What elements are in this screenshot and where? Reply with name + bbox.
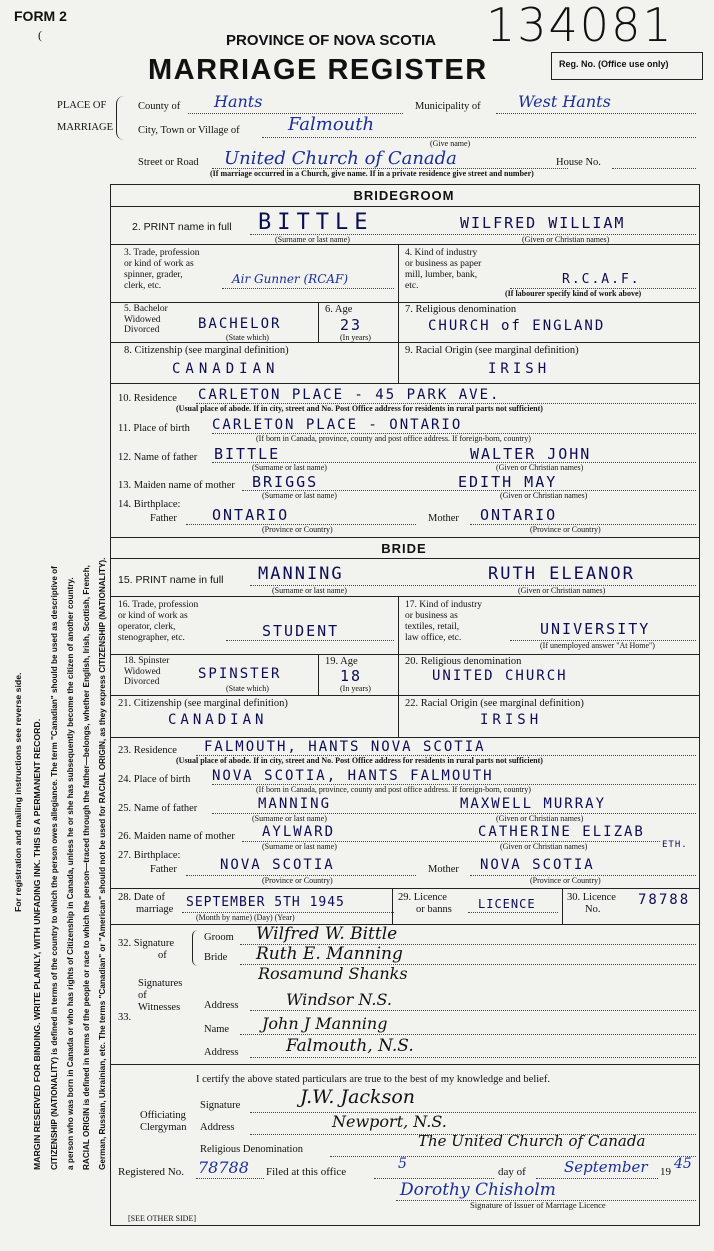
bride-origin-label: 22. Racial Origin (see marginal definition) [405,698,584,709]
bride-father-given: MAXWELL MURRAY [460,796,607,812]
day-of-label: day of [498,1166,526,1178]
bride-residence-caption: (Usual place of abode. If in city, street and No. Post Office address for residents in rural parts not sufficient) [176,756,543,765]
bride-mother-given-caption: (Given or Christian names) [500,842,588,851]
groom-father-birthplace: ONTARIO [212,506,290,524]
bride-origin: IRISH [480,712,543,728]
groom-trade-label: 3. Trade, profession or kind of work as spinner, grader, clerk, etc. [124,248,200,291]
city-label: City, Town or Village of [138,125,240,136]
bride-status-caption: (State which) [226,684,269,693]
clergy-signature: J.W. Jackson [300,1086,415,1108]
house-no-label: House No. [556,157,601,168]
city-value: Falmouth [288,114,375,135]
witnesses-number: 33. [118,1012,132,1023]
groom-father-surname: BITTLE [214,445,281,463]
bride-age-label: 19. Age [325,656,358,667]
groom-mother-birthplace: ONTARIO [480,506,558,524]
clergy-address-label: Address [200,1122,235,1133]
margin-instructions: For registration and mailing instructions see reverse side. [13,672,23,912]
groom-residence: CARLETON PLACE - 45 PARK AVE. [198,387,501,403]
bride-mother-surname: AYLWARD [262,824,336,840]
groom-signature-label: Groom [204,932,234,943]
groom-origin: IRISH [488,361,551,377]
denomination-label: Religious Denomination [200,1144,303,1155]
groom-birthplace14-label: 14. Birthplace: [118,499,181,510]
licence-type: LICENCE [478,897,536,911]
groom-industry-caption: (If labourer specify kind of work above) [505,289,642,298]
marriage-date-caption: (Month by name) (Day) (Year) [196,913,295,922]
form-mark: ( [38,28,42,42]
form-number: FORM 2 [14,8,67,24]
bride-residence: FALMOUTH, HANTS NOVA SCOTIA [204,739,486,755]
groom-mother-surname-caption: (Surname or last name) [262,491,337,500]
county-label: County of [138,101,181,112]
groom-surname-caption: (Surname or last name) [275,235,350,244]
groom-father-given-caption: (Given or Christian names) [496,463,584,472]
place-label-1: PLACE OF [57,100,107,111]
groom-industry-label: 4. Kind of industry or business as paper mill, lumber, bank, etc. [405,248,482,291]
groom-father-label: 12. Name of father [118,452,198,463]
street-label: Street or Road [138,157,199,168]
witness1-address: Windsor N.S. [286,990,392,1009]
groom-father-surname-caption: (Surname or last name) [252,463,327,472]
groom-status: BACHELOR [198,316,282,332]
bride-industry-caption: (If unemployed answer "At Home") [540,641,655,650]
bride-birthplace27-label: 27. Birthplace: [118,850,181,861]
witness1-address-label: Address [204,1000,239,1011]
bride-religion: UNITED CHURCH [432,668,568,684]
bride-industry: UNIVERSITY [540,620,651,638]
bride-surname: MANNING [258,564,344,584]
bride-father-surname: MANNING [258,796,332,812]
bride-trade: STUDENT [262,622,340,640]
bride-age: 18 [340,667,363,685]
bride-birthplace: NOVA SCOTIA, HANTS FALMOUTH [212,768,494,784]
groom-given-caption: (Given or Christian names) [522,235,610,244]
bride-mother-given: CATHERINE ELIZAB [478,824,645,840]
margin-binding-note: MARGIN RESERVED FOR BINDING. WRITE PLAINLY, WITH UNFADING INK. THIS IS A PERMANENT RECORD. [32,718,42,1170]
county-value: Hants [214,92,263,111]
registered-no-label: Registered No. [118,1166,184,1178]
witness2-name-label: Name [204,1024,230,1035]
bride-industry-label: 17. Kind of industry or business as textiles, retail, law office, etc. [405,600,483,643]
municipality-value: West Hants [518,92,611,111]
bride-father-given-caption: (Given or Christian names) [496,814,584,823]
groom-origin-label: 9. Racial Origin (see marginal definition) [405,345,579,356]
reg-no-box [551,52,703,80]
licence-type-label: 29. Licence or banns [398,892,452,915]
bride-birthplace-caption: (If born in Canada, province, county and post office address. If foreign-born, country) [256,785,531,794]
province-heading: PROVINCE OF NOVA SCOTIA [226,32,437,49]
bride-given-caption: (Given or Christian names) [518,586,606,595]
witnesses-label: Signatures of Witnesses [138,978,183,1013]
groom-industry: R.C.A.F. [562,272,641,287]
bride-given-names: RUTH ELEANOR [488,564,635,584]
licence-no-label: 30. Licence No. [567,892,616,915]
groom-signature: Wilfred W. Bittle [256,924,398,944]
issuer-caption: Signature of Issuer of Marriage Licence [470,1200,606,1210]
clergyman-label: Officiating Clergyman [140,1110,187,1133]
groom-age: 23 [340,316,363,334]
groom-mother-given-caption: (Given or Christian names) [500,491,588,500]
bride-father-bp-caption: (Province or Country) [262,876,333,885]
groom-status-caption: (State which) [226,333,269,342]
groom-mother-bp-caption: (Province or Country) [530,525,601,534]
groom-trade: Air Gunner (RCAF) [232,272,349,286]
bride-heading: BRIDE [381,541,427,556]
filed-label: Filed at this office [266,1166,347,1178]
groom-name-label: 2. PRINT name in full [132,221,232,233]
bride-father-birthplace: NOVA SCOTIA [220,857,335,873]
witness2-name: John J Manning [262,1014,388,1033]
groom-birthplace: CARLETON PLACE - ONTARIO [212,417,463,433]
bride-signature-label: Bride [204,952,228,963]
filed-day: 5 [398,1156,407,1172]
groom-birthplace-label: 11. Place of birth [118,423,190,434]
citizenship-definition-2: a person who was born in Canada or who has rights of Citizenship in Canada, unless he or she has subsequently become the citizen of another country. [66,577,75,1170]
groom-mother-label: 13. Maiden name of mother [118,480,235,491]
clergy-denomination: The United Church of Canada [418,1132,646,1150]
year-prefix: 19 [660,1166,671,1178]
witness2-address: Falmouth, N.S. [286,1036,414,1056]
bride-trade-label: 16. Trade, profession or kind of work as operator, clerk, stenographer, etc. [118,600,199,643]
bride-religion-label: 20. Religious denomination [405,656,522,667]
groom-age-caption: (In years) [340,333,371,342]
groom-birthplace-caption: (If born in Canada, province, county and post office address. If foreign-born, country) [256,434,531,443]
bridegroom-heading: BRIDEGROOM [353,188,455,203]
bride-surname-caption: (Surname or last name) [272,586,347,595]
marriage-date: SEPTEMBER 5TH 1945 [186,895,345,910]
groom-father-bp-label: Father [150,513,177,524]
bride-mother-bp-caption: (Province or Country) [530,876,601,885]
groom-citizenship-label: 8. Citizenship (see marginal definition) [124,345,289,356]
bride-father-bp-label: Father [150,864,177,875]
filed-month: September [564,1158,648,1176]
bride-citizenship-label: 21. Citizenship (see marginal definition) [118,698,288,709]
witness1-name: Rosamund Shanks [258,964,408,983]
sig-brace [192,930,201,966]
bride-status-label: 18. Spinster Widowed Divorced [124,656,170,687]
street-caption: (If marriage occurred in a Church, give name. If in a private residence give street and number) [210,169,534,178]
bride-father-surname-caption: (Surname or last name) [252,814,327,823]
groom-religion: CHURCH of ENGLAND [428,318,606,334]
certify-statement: I certify the above stated particulars are true to the best of my knowledge and belief. [196,1074,550,1085]
groom-mother-surname: BRIGGS [252,473,319,491]
licence-number: 78788 [638,892,691,908]
issuer-signature: Dorothy Chisholm [400,1180,556,1200]
place-label-2: MARRIAGE [57,122,114,133]
bride-birthplace-label: 24. Place of birth [118,774,191,785]
clergy-address: Newport, N.S. [332,1112,447,1131]
see-other-side: [SEE OTHER SIDE] [128,1214,196,1223]
municipality-label: Municipality of [415,101,481,112]
groom-status-label: 5. Bachelor Widowed Divorced [124,304,168,335]
groom-residence-caption: (Usual place of abode. If in city, street and No. Post Office address for residents in rural parts not sufficient) [176,404,543,413]
bride-mother-label: 26. Maiden name of mother [118,831,235,842]
form-title: MARRIAGE REGISTER [148,54,488,86]
reg-no-label: Reg. No. (Office use only) [559,59,669,69]
filed-year: 45 [674,1156,692,1172]
bride-signature: Ruth E. Manning [256,944,403,964]
bride-age-caption: (In years) [340,684,371,693]
marriage-date-label: 28. Date of marriage [118,892,174,915]
groom-age-label: 6. Age [325,304,353,315]
groom-religion-label: 7. Religious denomination [405,304,517,315]
registered-number: 78788 [198,1158,249,1177]
groom-mother-bp-label: Mother [428,513,459,524]
clergy-signature-label: Signature [200,1100,241,1111]
give-name-caption: (Give name) [430,139,471,148]
bride-citizenship: CANADIAN [168,712,268,728]
bride-father-label: 25. Name of father [118,803,198,814]
bride-status: SPINSTER [198,666,282,682]
citizenship-definition-1: CITIZENSHIP (NATIONALITY) is defined in terms of the country to which the person owes allegiance. The term "Canadian" should be used as descriptive of [50,566,59,1170]
racial-origin-definition-1: RACIAL ORIGIN is defined in terms of the people or race to which the person—traced through the father—belongs, whether English, Irish, Scottish, French, [82,565,91,1170]
place-brace [116,96,127,140]
bride-residence-label: 23. Residence [118,745,177,756]
bride-mother-birthplace: NOVA SCOTIA [480,857,595,873]
groom-given-names: WILFRED WILLIAM [460,214,626,232]
groom-citizenship: CANADIAN [172,361,280,377]
racial-origin-definition-2: German, Russian, Ukrainian, etc. The terms "Canadian" or "American" should not be used for RACIAL ORIGIN, as they express CITIZENSHIP (NATIONALITY). [98,557,107,1170]
bride-name-label: 15. PRINT name in full [118,574,224,586]
signature-of-label: 32. Signature of [118,938,174,961]
bride-mother-given-cont: ETH. [662,840,688,850]
bride-mother-bp-label: Mother [428,864,459,875]
groom-father-bp-caption: (Province or Country) [262,525,333,534]
groom-mother-given: EDITH MAY [458,473,558,491]
register-number: 134081 [486,0,674,52]
witness2-address-label: Address [204,1047,239,1058]
street-value: United Church of Canada [224,148,457,169]
groom-father-given: WALTER JOHN [470,445,592,463]
bride-mother-surname-caption: (Surname or last name) [262,842,337,851]
groom-residence-label: 10. Residence [118,393,177,404]
groom-surname: BITTLE [258,210,374,235]
